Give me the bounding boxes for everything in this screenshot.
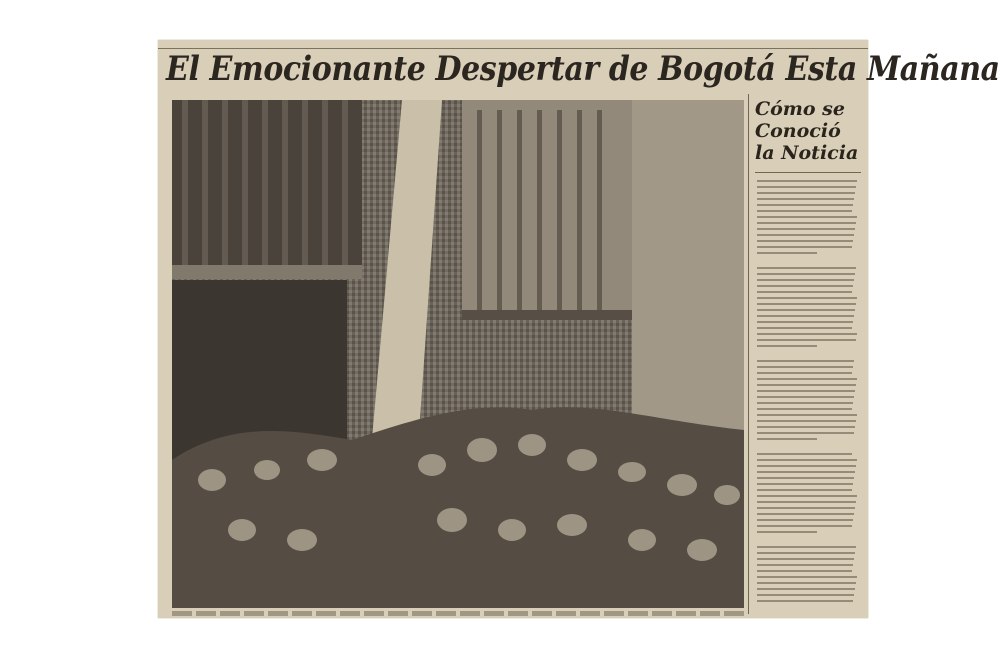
news-photo: [172, 100, 744, 608]
text-line: [757, 378, 857, 380]
text-line: [757, 222, 856, 224]
text-line: [757, 234, 854, 236]
text-line: [757, 333, 857, 335]
text-line: [757, 402, 853, 404]
text-line: [757, 240, 853, 242]
text-line: [757, 273, 855, 275]
text-line: [757, 204, 853, 206]
text-line: [757, 246, 852, 248]
text-line: [757, 321, 853, 323]
text-line: [757, 309, 855, 311]
text-line: [757, 570, 852, 572]
text-line: [757, 366, 853, 368]
text-line: [757, 465, 856, 467]
text-line: [757, 228, 855, 230]
text-line: [757, 426, 855, 428]
text-line: [757, 198, 854, 200]
text-line: [757, 186, 856, 188]
text-line: [757, 513, 854, 515]
text-line: [757, 552, 855, 554]
text-line: [757, 594, 854, 596]
text-line: [757, 453, 852, 455]
text-line: [757, 360, 854, 362]
text-line: [757, 339, 856, 341]
text-line: [757, 501, 856, 503]
text-line: [757, 345, 817, 347]
text-line: [757, 192, 855, 194]
text-line: [757, 327, 852, 329]
text-line: [757, 291, 852, 293]
text-line: [757, 390, 855, 392]
photo-illustration: [172, 100, 744, 608]
text-line: [757, 564, 853, 566]
text-line: [757, 279, 854, 281]
text-line: [757, 216, 857, 218]
text-line: [757, 372, 852, 374]
text-line: [757, 414, 857, 416]
headline: El Emocionante Despertar de Bogotá Esta Mañana: [166, 49, 1000, 90]
text-line: [757, 396, 854, 398]
text-line: [757, 558, 854, 560]
text-line: [757, 576, 857, 578]
text-line: [757, 483, 853, 485]
text-line: [757, 420, 856, 422]
text-line: [757, 267, 856, 269]
text-line: [757, 477, 854, 479]
text-line: [757, 384, 856, 386]
newspaper-clipping: [158, 40, 1000, 618]
text-line: [757, 285, 853, 287]
text-line: [757, 438, 817, 440]
text-line: [757, 582, 856, 584]
text-line: [757, 546, 856, 548]
sidebar-headline-line-1: Cómo se: [755, 98, 845, 120]
text-line: [757, 315, 854, 317]
text-line: [757, 297, 857, 299]
text-line: [757, 408, 852, 410]
text-line: [757, 303, 856, 305]
text-line: [757, 525, 852, 527]
text-line: [757, 588, 855, 590]
text-line: [757, 432, 854, 434]
text-line: [757, 210, 852, 212]
text-line: [757, 180, 857, 182]
text-line: [757, 459, 857, 461]
text-line: [757, 519, 853, 521]
text-line: [757, 507, 855, 509]
sidebar-headline-line-2: Conoció: [755, 120, 841, 142]
text-line: [757, 252, 817, 254]
photo-caption: [172, 611, 744, 616]
text-line: [757, 495, 857, 497]
sidebar-rule: [755, 172, 861, 173]
text-line: [757, 600, 853, 602]
text-line: [757, 531, 817, 533]
sidebar-article: [748, 94, 863, 614]
text-line: [757, 489, 852, 491]
sidebar-headline-line-3: la Noticia: [755, 142, 859, 164]
text-line: [757, 471, 855, 473]
sidebar-headline: [755, 98, 863, 164]
